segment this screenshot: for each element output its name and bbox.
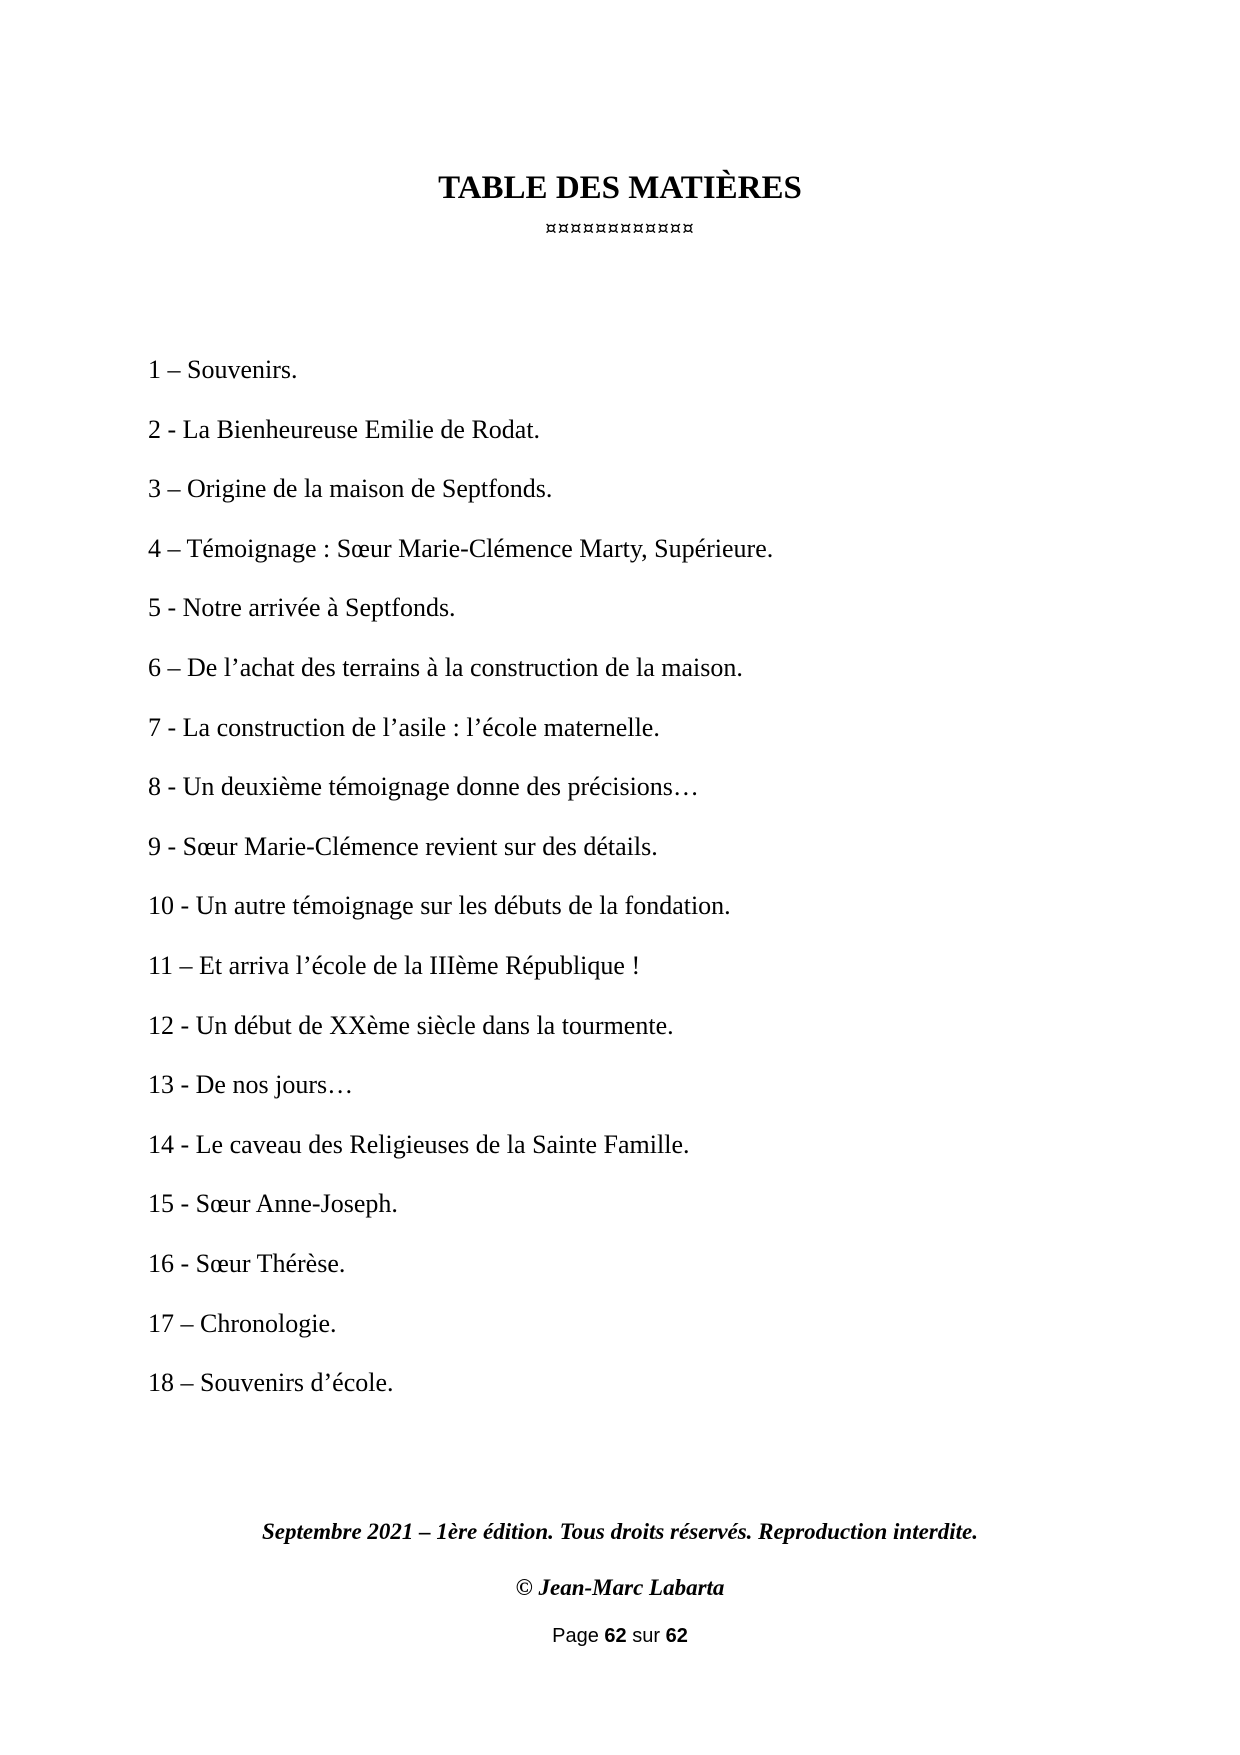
toc-item: 4 – Témoignage : Sœur Marie-Clémence Marty, Supérieure. <box>148 533 774 563</box>
toc-item: 10 - Un autre témoignage sur les débuts de la fondation. <box>148 891 731 921</box>
total-pages-number: 62 <box>665 1625 688 1647</box>
toc-item: 17 – Chronologie. <box>148 1308 337 1338</box>
decorative-divider: ¤¤¤¤¤¤¤¤¤¤¤¤ <box>545 218 695 239</box>
toc-item: 16 - Sœur Thérèse. <box>148 1248 346 1278</box>
toc-item: 12 - Un début de XXème siècle dans la tourmente. <box>148 1010 674 1040</box>
table-of-contents <box>148 352 773 1425</box>
edition-notice: Septembre 2021 – 1ère édition. Tous droits réservés. Reproduction interdite. <box>262 1519 978 1544</box>
toc-item: 11 – Et arriva l’école de la IIIème République ! <box>148 950 641 980</box>
toc-item: 14 - Le caveau des Religieuses de la Sainte Famille. <box>148 1129 690 1159</box>
toc-item: 3 – Origine de la maison de Septfonds. <box>148 474 553 504</box>
toc-item: 6 – De l’achat des terrains à la construction de la maison. <box>148 652 743 682</box>
toc-item: 18 – Souvenirs d’école. <box>148 1368 394 1398</box>
toc-item: 15 - Sœur Anne-Joseph. <box>148 1189 398 1219</box>
toc-item: 13 - De nos jours… <box>148 1070 354 1100</box>
toc-item: 8 - Un deuxième témoignage donne des précisions… <box>148 772 699 802</box>
toc-item: 9 - Sœur Marie-Clémence revient sur des détails. <box>148 831 658 861</box>
toc-item: 1 – Souvenirs. <box>148 355 298 384</box>
page-title: TABLE DES MATIÈRES <box>438 170 802 207</box>
page-label: Page <box>552 1625 599 1647</box>
toc-item: 2 - La Bienheureuse Emilie de Rodat. <box>148 414 541 444</box>
current-page-number: 62 <box>604 1625 627 1647</box>
page-separator: sur <box>632 1625 661 1647</box>
toc-item: 7 - La construction de l’asile : l’école maternelle. <box>148 712 660 742</box>
page-number-footer <box>0 1623 1240 1649</box>
toc-item: 5 - Notre arrivée à Septfonds. <box>148 593 456 623</box>
copyright-notice: © Jean-Marc Labarta <box>515 1575 725 1600</box>
